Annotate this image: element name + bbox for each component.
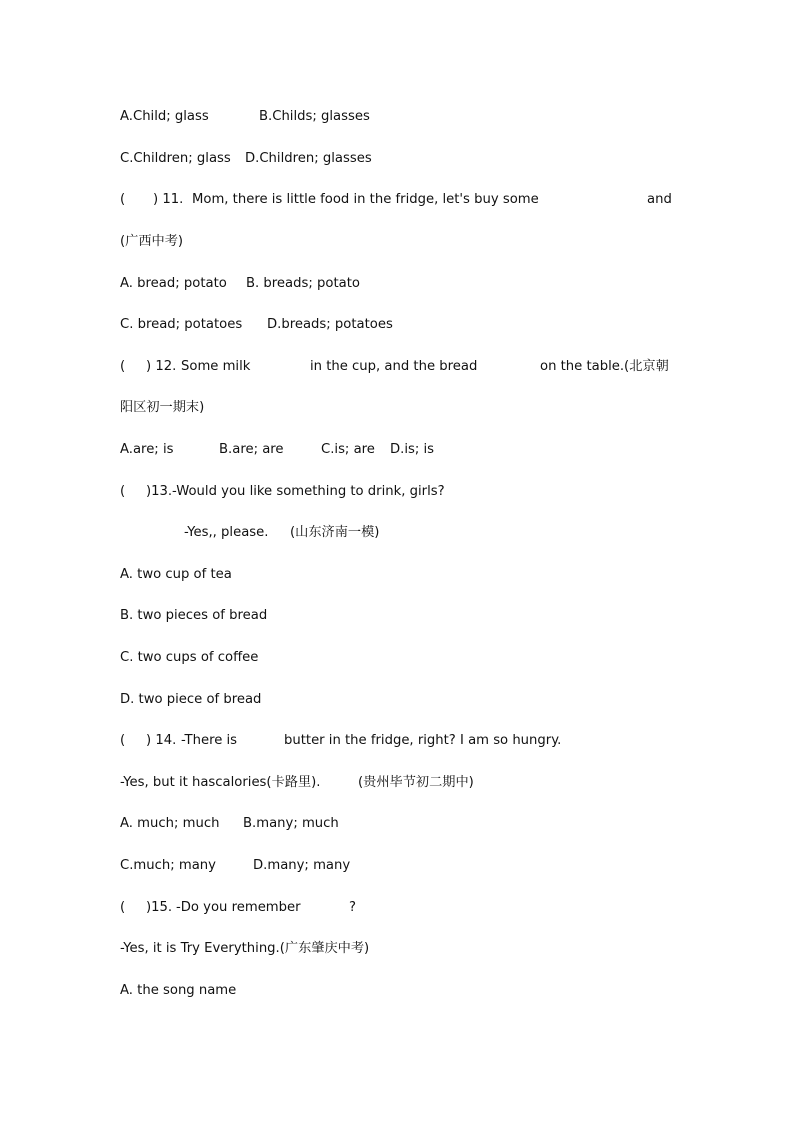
q13-stem-line <box>120 483 445 501</box>
q14-answer-line <box>120 774 474 792</box>
q12-paren-open: ( <box>120 359 126 374</box>
q15-option-a: A. the song name <box>120 983 237 998</box>
q14-option-a: A. much; much <box>120 816 220 831</box>
q13-option-c: C. two cups of coffee <box>120 650 259 665</box>
q12-stem-line <box>120 358 674 376</box>
q15-stem: -Do you remember <box>176 900 301 915</box>
q14-option-b: B.many; much <box>243 816 339 831</box>
q15-stem-line <box>120 899 356 917</box>
q15-paren-open: ( <box>120 900 126 915</box>
q11-paren-open: ( <box>120 192 126 207</box>
q12-option-a: A.are; is <box>120 442 174 457</box>
q13-number: )13. <box>146 484 173 499</box>
q14-option-d: D.many; many <box>253 858 351 873</box>
q11-option-a: A. bread; potato <box>120 276 227 291</box>
q14-option-c: C.much; many <box>120 858 216 873</box>
q13-answer-line <box>184 524 380 542</box>
q13-option-a: A. two cup of tea <box>120 567 232 582</box>
q13-option-b: B. two pieces of bread <box>120 608 268 623</box>
q12-number: ) 12. <box>146 359 177 374</box>
q14-paren-open: ( <box>120 733 126 748</box>
q11-number: ) 11. <box>153 192 184 207</box>
q14-part-1: -There is <box>181 733 238 748</box>
q12-part-3: on the table.(北京朝 <box>540 359 669 374</box>
q14-source: (贵州毕节初二期中) <box>358 775 474 790</box>
q15-number: )15. <box>146 900 173 915</box>
q10-options-row-1 <box>120 108 370 126</box>
q14-part-2: butter in the fridge, right? I am so hungry. <box>284 733 562 748</box>
q14-stem-line <box>120 732 562 750</box>
q15-tail: ? <box>349 900 356 915</box>
q13-paren-open: ( <box>120 484 126 499</box>
q14-answer: -Yes, but it hascalories(卡路里). <box>120 775 321 790</box>
q14-options-row-2 <box>120 857 351 875</box>
q12-part-2: in the cup, and the bread <box>310 359 478 374</box>
q12-option-d: D.is; is <box>390 442 435 457</box>
q10-option-d: D.Children; glasses <box>245 151 372 166</box>
q14-number: ) 14. <box>146 733 177 748</box>
q13-option-d: D. two piece of bread <box>120 692 262 707</box>
q12-option-b: B.are; are <box>219 442 284 457</box>
q10-option-a: A.Child; glass <box>120 109 209 124</box>
q11-options-row-1 <box>120 275 360 293</box>
q10-option-b: B.Childs; glasses <box>259 109 370 124</box>
q12-option-c: C.is; are <box>321 442 375 457</box>
q12-options-row <box>120 441 435 459</box>
q11-tail: and <box>647 192 672 207</box>
q14-options-row-1 <box>120 815 339 833</box>
q12-source-cont: 阳区初一期末) <box>120 400 205 415</box>
q11-option-b: B. breads; potato <box>246 276 360 291</box>
q11-source: (广西中考) <box>120 234 184 249</box>
q11-option-d: D.breads; potatoes <box>267 317 393 332</box>
q13-answer: -Yes,, please. <box>184 525 269 540</box>
q15-answer: -Yes, it is Try Everything.(广东肇庆中考) <box>120 941 370 956</box>
q10-options-row-2 <box>120 150 372 168</box>
q10-option-c: C.Children; glass <box>120 151 231 166</box>
q11-option-c: C. bread; potatoes <box>120 317 243 332</box>
q12-part-1: Some milk <box>181 359 251 374</box>
q11-options-row-2 <box>120 316 393 334</box>
q11-stem: Mom, there is little food in the fridge, let's buy some <box>192 192 539 207</box>
q13-source: (山东济南一模) <box>290 525 380 540</box>
q11-stem-line <box>120 191 674 209</box>
q13-stem: -Would you like something to drink, girls? <box>172 484 445 499</box>
